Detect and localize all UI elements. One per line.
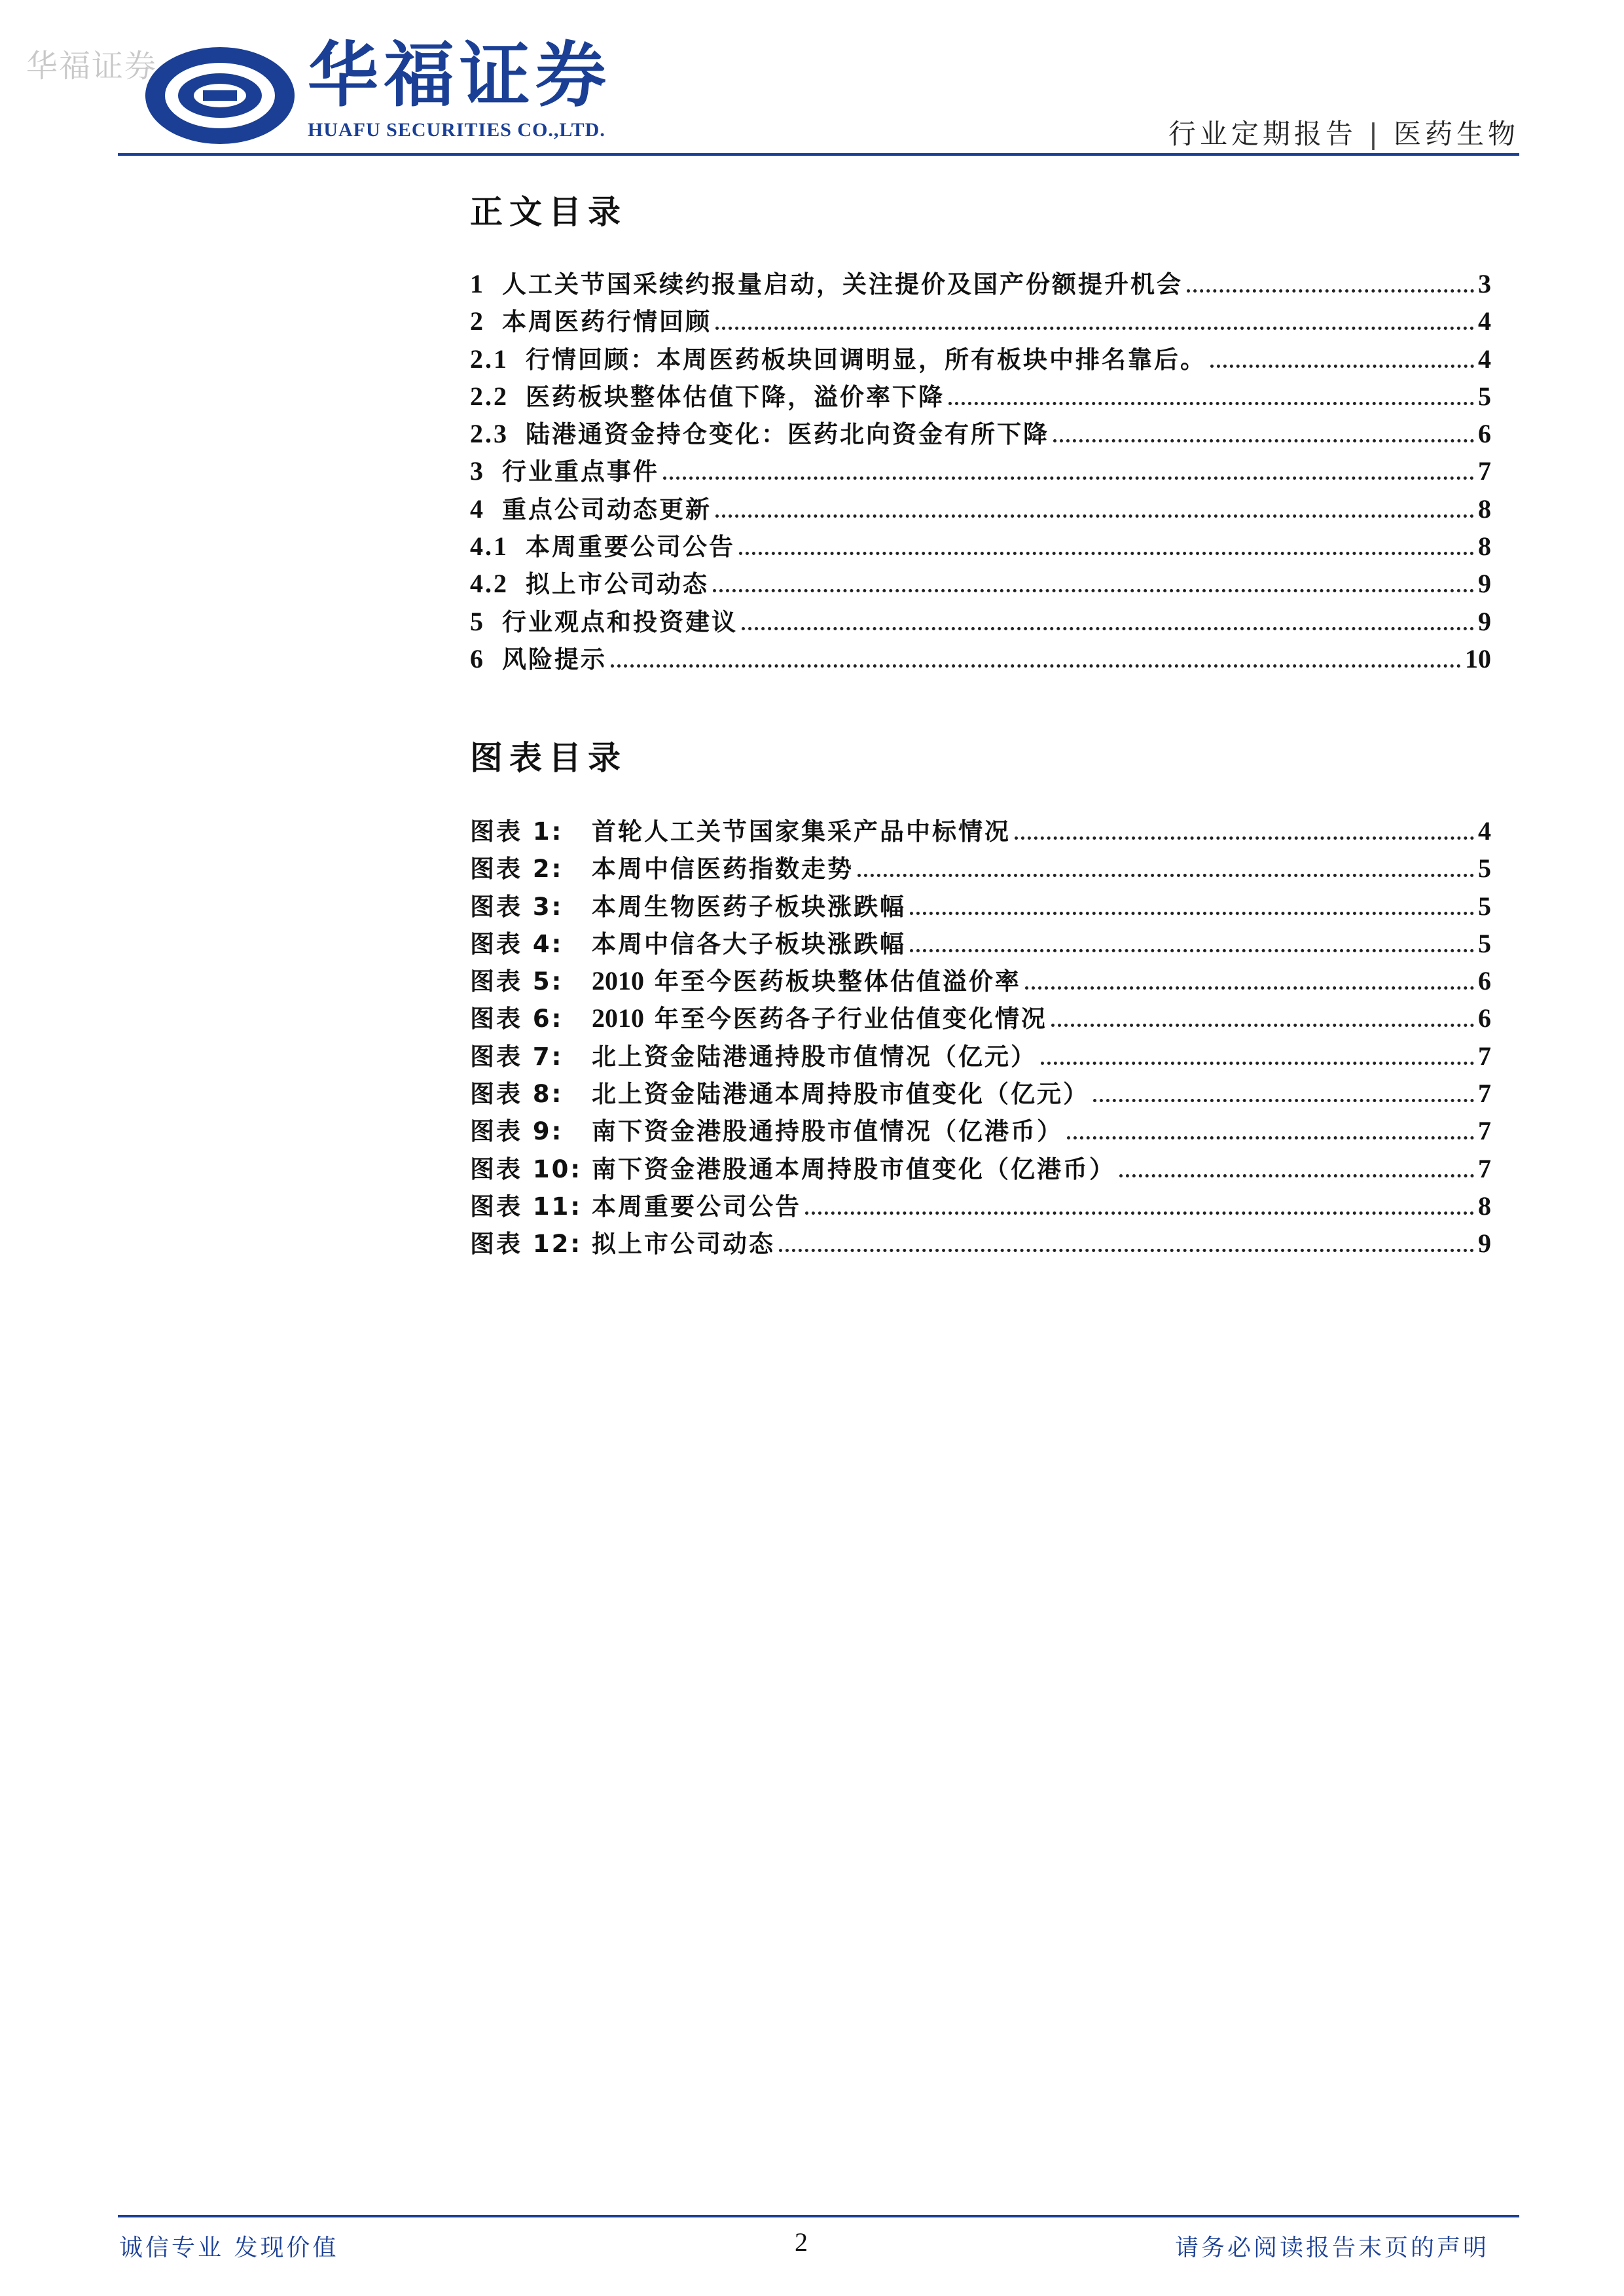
figure-entry-label: 南下资金港股通本周持股市值变化（亿港币） — [592, 1155, 1115, 1183]
toc-leader-dots — [611, 664, 1461, 668]
report-category — [1168, 113, 1519, 152]
toc-entry[interactable] — [470, 340, 1491, 377]
toc-entry[interactable] — [470, 527, 1491, 564]
footer-rule — [118, 2215, 1519, 2217]
toc-leader-dots — [1015, 836, 1474, 840]
toc-leader-dots — [739, 552, 1474, 555]
toc-leader-dots — [1093, 1099, 1474, 1102]
toc-entry-label: 行业观点和投资建议 — [502, 607, 738, 636]
toc-entry-label: 行情回顾：本周医药板块回调明显，所有板块中排名靠后。 — [526, 345, 1206, 374]
toc-entry-label: 行业重点事件 — [502, 457, 659, 486]
figure-entry-label: 南下资金港股通持股市值情况（亿港币） — [592, 1117, 1063, 1146]
figure-entry-label-wrap — [592, 924, 906, 960]
toc-entry-label: 陆港通资金持仓变化：医药北向资金有所下降 — [526, 420, 1049, 449]
figure-entry-label: 本周重要公司公告 — [592, 1192, 801, 1221]
toc-entry-page: 10 — [1465, 643, 1491, 673]
figure-entry-label-wrap — [592, 1074, 1089, 1109]
toc-leader-dots — [1067, 1136, 1474, 1139]
figure-toc-entry[interactable] — [470, 1224, 1491, 1261]
figure-entry-number: 图表 10: — [470, 1155, 583, 1183]
toc-entry[interactable] — [470, 564, 1491, 601]
figure-toc-title: 图表目录 — [470, 739, 627, 777]
figure-entry-number: 图表 7: — [470, 1042, 564, 1071]
toc-entry[interactable] — [470, 264, 1491, 302]
toc-entry-number: 4.2 — [470, 569, 526, 599]
figure-entry-number: 图表 3: — [470, 892, 564, 921]
toc-leader-dots — [857, 874, 1474, 877]
figure-entry-label-wrap — [592, 999, 1047, 1034]
toc-leader-dots — [1119, 1174, 1474, 1177]
figure-entry-label: 拟上市公司动态 — [592, 1230, 775, 1259]
figure-entry-label-wrap — [592, 812, 1011, 847]
figure-toc-entry[interactable] — [470, 1187, 1491, 1224]
figure-toc-entry[interactable] — [470, 849, 1491, 886]
toc-leader-dots — [910, 912, 1474, 915]
toc-entry[interactable] — [470, 414, 1491, 452]
figure-toc-entry[interactable] — [470, 924, 1491, 961]
toc-entry-number: 5 — [470, 606, 502, 636]
toc-entry-page: 5 — [1478, 381, 1491, 411]
figure-entry-year: 2010 — [592, 966, 644, 996]
figure-entry-page: 8 — [1478, 1191, 1491, 1221]
figure-entry-label-wrap — [592, 961, 1021, 997]
figure-toc-entry[interactable] — [470, 1037, 1491, 1074]
figure-entry-page: 5 — [1478, 891, 1491, 921]
footer-slogan: 诚信专业 发现价值 — [119, 2234, 339, 2261]
toc-entry-page: 8 — [1478, 531, 1491, 562]
toc-leader-dots — [1041, 1062, 1474, 1065]
figure-entry-label: 首轮人工关节国家集采产品中标情况 — [592, 817, 1011, 846]
toc-entry-page: 9 — [1478, 606, 1491, 636]
header-rule — [118, 153, 1519, 156]
report-type: 行业定期报告 — [1168, 118, 1357, 150]
toc-entry[interactable] — [470, 602, 1491, 639]
toc-entry[interactable] — [470, 377, 1491, 414]
figure-toc-entry[interactable] — [470, 999, 1491, 1036]
toc-leader-dots — [910, 949, 1474, 952]
toc-entry-number: 3 — [470, 456, 502, 486]
toc-entry-number: 4.1 — [470, 531, 526, 562]
watermark: 华福证券 — [26, 48, 158, 84]
sector-name: 医药生物 — [1393, 118, 1519, 150]
figure-entry-page: 6 — [1478, 1003, 1491, 1033]
figure-entry-page: 9 — [1478, 1229, 1491, 1259]
figure-entry-number: 图表 5: — [470, 967, 564, 996]
text-toc — [470, 264, 1491, 677]
toc-entry[interactable] — [470, 490, 1491, 527]
toc-entry-number: 6 — [470, 643, 502, 673]
figure-entry-page: 7 — [1478, 1041, 1491, 1071]
toc-entry-page: 6 — [1478, 419, 1491, 449]
toc-leader-dots — [948, 402, 1474, 405]
figure-entry-number: 图表 1: — [470, 817, 564, 846]
figure-entry-number: 图表 11: — [470, 1192, 583, 1221]
footer-disclaimer: 请务必阅读报告末页的声明 — [1174, 2234, 1489, 2261]
figure-entry-label-wrap — [592, 1111, 1063, 1147]
figure-entry-label: 本周中信各大子板块涨跌幅 — [592, 929, 906, 958]
figure-entry-label: 本周中信医药指数走势 — [592, 855, 854, 884]
toc-entry-number: 4 — [470, 493, 502, 524]
huafu-logo-icon — [143, 45, 297, 147]
toc-leader-dots — [713, 589, 1474, 592]
figure-entry-label-wrap — [592, 887, 906, 922]
toc-entry-number: 2.3 — [470, 419, 526, 449]
figure-entry-label-wrap — [592, 1224, 775, 1259]
toc-entry[interactable] — [470, 452, 1491, 489]
toc-entry-label: 人工关节国采续约报量启动，关注提价及国产份额提升机会 — [502, 270, 1183, 298]
toc-entry-label: 本周重要公司公告 — [526, 533, 735, 562]
toc-entry-number: 2.1 — [470, 344, 526, 374]
figure-entry-number: 图表 6: — [470, 1005, 564, 1033]
toc-entry-label: 风险提示 — [502, 645, 607, 673]
figure-entry-label: 年至今医药各子行业估值变化情况 — [644, 1005, 1047, 1033]
figure-entry-label-wrap — [592, 1187, 801, 1222]
figure-entry-page: 7 — [1478, 1079, 1491, 1109]
toc-leader-dots — [1053, 439, 1474, 442]
figure-entry-label-wrap — [592, 1037, 1037, 1072]
toc-leader-dots — [663, 476, 1474, 480]
figure-entry-number: 图表 4: — [470, 929, 564, 958]
figure-toc-entry[interactable] — [470, 1111, 1491, 1149]
figure-toc-entry[interactable] — [470, 812, 1491, 849]
toc-entry-page: 4 — [1478, 306, 1491, 336]
figure-entry-label: 北上资金陆港通本周持股市值变化（亿元） — [592, 1080, 1089, 1109]
toc-leader-dots — [742, 627, 1474, 630]
figure-entry-page: 4 — [1478, 816, 1491, 846]
figure-entry-label: 北上资金陆港通持股市值情况（亿元） — [592, 1042, 1037, 1071]
figure-entry-page: 7 — [1478, 1116, 1491, 1146]
toc-entry-page: 4 — [1478, 344, 1491, 374]
toc-entry-page: 3 — [1478, 269, 1491, 298]
figure-entry-label-wrap — [592, 1149, 1115, 1185]
toc-entry-page: 8 — [1478, 493, 1491, 524]
toc-entry-label: 本周医药行情回顾 — [502, 308, 712, 336]
text-toc-title: 正文目录 — [470, 193, 627, 231]
toc-entry-page: 9 — [1478, 569, 1491, 599]
toc-leader-dots — [779, 1249, 1474, 1252]
toc-entry[interactable] — [470, 639, 1491, 677]
figure-toc — [470, 812, 1491, 1262]
toc-leader-dots — [1051, 1024, 1474, 1027]
toc-entry-label: 重点公司动态更新 — [502, 495, 712, 524]
toc-entry[interactable] — [470, 302, 1491, 339]
header-separator: | — [1368, 118, 1382, 150]
logo-chinese-name: 华福证券 — [308, 35, 612, 117]
toc-entry-number: 2.2 — [470, 381, 526, 411]
toc-entry-number: 1 — [470, 269, 502, 298]
figure-toc-entry[interactable] — [470, 1149, 1491, 1187]
toc-leader-dots — [1210, 365, 1474, 368]
toc-leader-dots — [715, 514, 1474, 518]
figure-entry-label: 本周生物医药子板块涨跌幅 — [592, 892, 906, 921]
logo-english-name: HUAFU SECURITIES CO.,LTD. — [308, 119, 605, 141]
figure-entry-page: 5 — [1478, 928, 1491, 958]
figure-toc-entry[interactable] — [470, 961, 1491, 999]
toc-entry-page: 7 — [1478, 456, 1491, 486]
figure-entry-label-wrap — [592, 849, 854, 884]
figure-toc-entry[interactable] — [470, 1074, 1491, 1111]
toc-entry-label: 拟上市公司动态 — [526, 570, 709, 599]
toc-entry-number: 2 — [470, 306, 502, 336]
figure-entry-page: 5 — [1478, 853, 1491, 884]
figure-entry-number: 图表 9: — [470, 1117, 564, 1146]
toc-leader-dots — [1187, 289, 1474, 293]
figure-entry-year: 2010 — [592, 1003, 644, 1033]
figure-entry-number: 图表 2: — [470, 855, 564, 884]
toc-entry-label: 医药板块整体估值下降，溢价率下降 — [526, 382, 945, 411]
figure-entry-number: 图表 8: — [470, 1080, 564, 1109]
figure-entry-page: 7 — [1478, 1153, 1491, 1183]
toc-leader-dots — [715, 327, 1474, 330]
figure-toc-entry[interactable] — [470, 887, 1491, 924]
page-number: 2 — [795, 2227, 808, 2257]
toc-leader-dots — [1025, 986, 1474, 990]
figure-entry-number: 图表 12: — [470, 1230, 583, 1259]
figure-entry-page: 6 — [1478, 966, 1491, 996]
toc-leader-dots — [805, 1211, 1474, 1215]
figure-entry-label: 年至今医药板块整体估值溢价率 — [644, 967, 1021, 996]
